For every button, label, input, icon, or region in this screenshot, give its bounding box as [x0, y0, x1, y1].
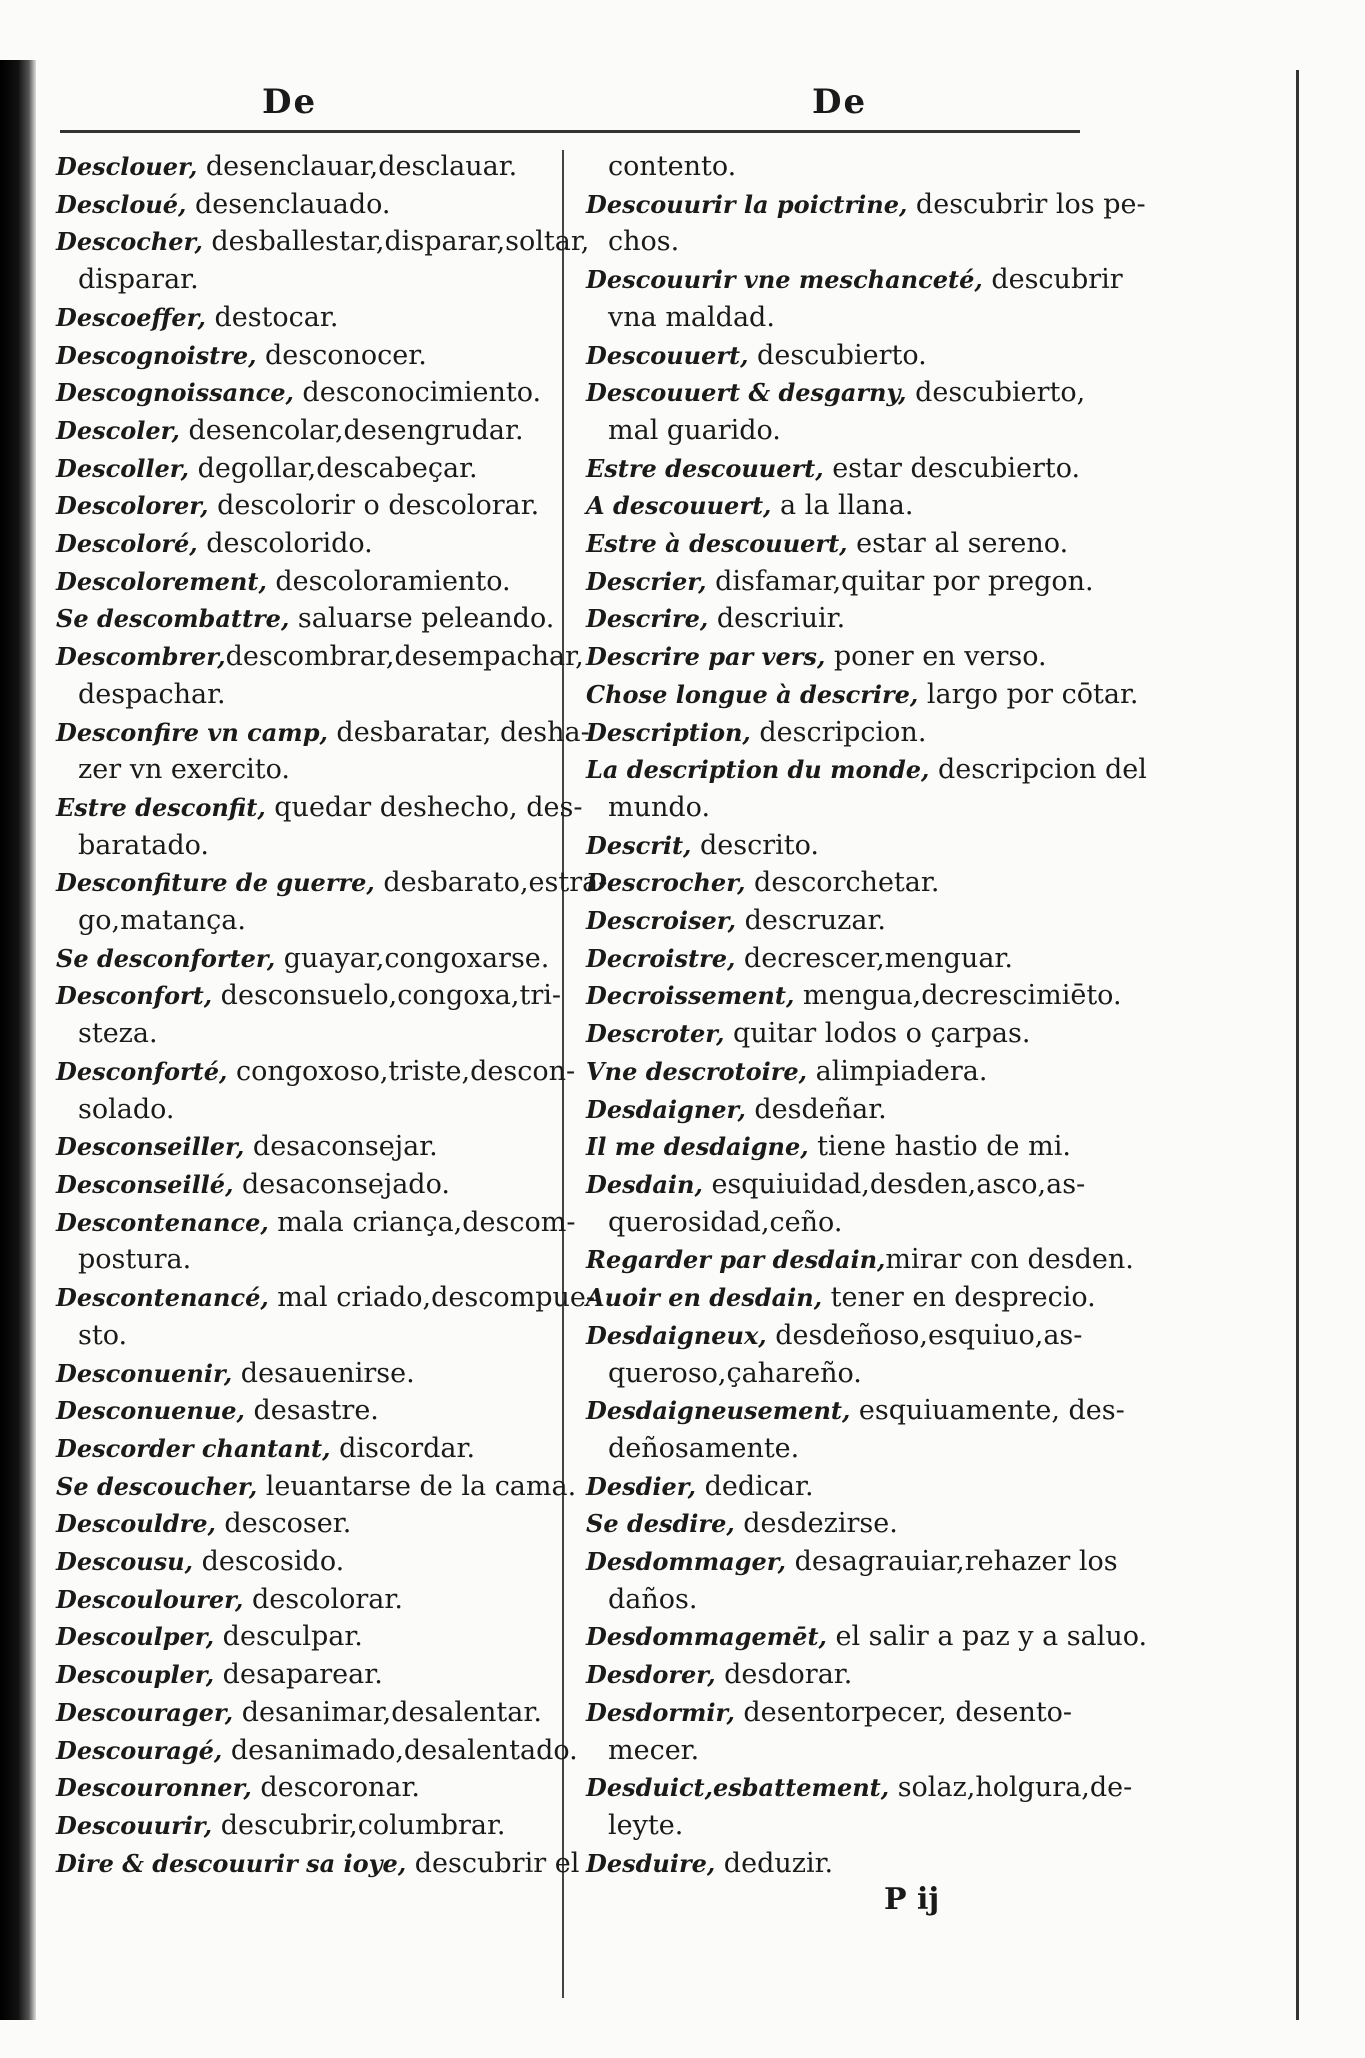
spanish-definition: desenclauar,desclauar.: [197, 151, 518, 182]
french-headword: Desconforté,: [56, 1056, 228, 1086]
spanish-definition: desastre.: [244, 1395, 379, 1427]
spanish-definition: descoloramiento.: [266, 565, 511, 597]
french-headword: Descontenance,: [56, 1207, 269, 1237]
dictionary-entry-line: [586, 1279, 1106, 1317]
spanish-definition: mirar con desden.: [885, 1244, 1134, 1276]
french-headword: Desconfort,: [56, 981, 213, 1011]
spanish-definition: descubierto.: [748, 339, 927, 371]
spanish-definition: descoronar.: [251, 1772, 420, 1804]
spanish-definition: deñosamente.: [608, 1432, 800, 1464]
french-headword: La description du monde,: [586, 755, 930, 785]
dictionary-entry-line: [586, 1355, 1106, 1393]
french-headword: Se desdire,: [586, 1509, 735, 1539]
french-headword: Descouurir,: [56, 1810, 213, 1840]
dictionary-entry-line: [56, 223, 590, 261]
spanish-definition: mal guarido.: [608, 414, 781, 446]
french-headword: Descrocher,: [586, 868, 746, 898]
dictionary-entry-line: [586, 1618, 1148, 1656]
french-headword: Desduire,: [586, 1848, 716, 1878]
dictionary-entry-line: [56, 487, 546, 525]
french-headword: Descoloré,: [56, 529, 198, 559]
spanish-definition: queroso,çahareño.: [608, 1357, 862, 1389]
french-headword: Decroistre,: [586, 943, 736, 973]
french-headword: Descorder chantant,: [56, 1433, 331, 1463]
spanish-definition: desdorar.: [715, 1659, 853, 1691]
french-headword: Se descombattre,: [56, 604, 290, 634]
book-spine-shadow: [0, 60, 36, 2020]
spanish-definition: desaparear.: [214, 1659, 383, 1691]
french-headword: Descocher,: [56, 227, 203, 257]
french-headword: Descouurir vne meschanceté,: [586, 265, 983, 295]
spanish-definition: estar descubierto.: [823, 452, 1081, 484]
french-headword: Descrier,: [586, 566, 707, 596]
french-headword: Descognoistre,: [56, 340, 257, 370]
spanish-definition: estar al sereno.: [847, 528, 1069, 560]
spanish-definition: quitar lodos o çarpas.: [724, 1018, 1031, 1050]
spanish-definition: descolorar.: [243, 1583, 403, 1615]
french-headword: Decroissement,: [586, 981, 795, 1011]
french-headword: Regarder par desdain,: [586, 1245, 886, 1275]
spanish-definition: deduzir.: [715, 1847, 834, 1879]
french-headword: Se desconforter,: [56, 943, 276, 973]
french-headword: Description,: [586, 717, 751, 747]
french-headword: Estre desconfit,: [56, 792, 266, 822]
spanish-definition: chos.: [608, 226, 680, 258]
dictionary-entry-line: [586, 1392, 1125, 1430]
left-column: [56, 148, 608, 1882]
dictionary-entry-line: [586, 412, 1106, 450]
dictionary-entry-line: [56, 412, 546, 450]
dictionary-entry-line: [56, 374, 546, 412]
spanish-definition: desbarato,estra-: [374, 867, 608, 899]
spanish-definition: go,matança.: [78, 905, 246, 937]
dictionary-entry-line: [56, 1543, 546, 1581]
french-headword: Desconfiture de guerre,: [56, 868, 375, 898]
dictionary-entry-line: [56, 1166, 546, 1204]
spanish-definition: zer vn exercito.: [78, 754, 290, 786]
spanish-definition: descubrir los pe-: [907, 188, 1146, 220]
spanish-definition: descubrir: [982, 264, 1123, 296]
french-headword: Desconuenue,: [56, 1396, 245, 1426]
dictionary-entry-line: [56, 1807, 546, 1845]
spanish-definition: esquiuamente, des-: [850, 1395, 1125, 1427]
spanish-definition: descruzar.: [736, 905, 886, 937]
french-headword: Descontenancé,: [56, 1283, 269, 1313]
spanish-definition: tener en desprecio.: [822, 1282, 1096, 1314]
dictionary-entry-line: [586, 1769, 1133, 1807]
dictionary-entry-line: [586, 223, 1106, 261]
french-headword: Desdormir,: [586, 1697, 735, 1727]
dictionary-entry-line: [56, 1053, 576, 1091]
dictionary-entry-line: [586, 864, 1106, 902]
spanish-definition: mala criança,descom-: [268, 1206, 576, 1238]
french-headword: Descouurir la poictrine,: [586, 189, 908, 219]
french-headword: Descrire,: [586, 604, 709, 634]
dictionary-entry-line: [56, 1241, 546, 1279]
dictionary-entry-line: [56, 977, 561, 1015]
french-headword: Desdier,: [586, 1471, 697, 1501]
spanish-definition: disfamar,quitar por pregon.: [706, 565, 1094, 597]
french-headword: Descouldre,: [56, 1509, 216, 1539]
french-headword: Se descoucher,: [56, 1471, 258, 1501]
dictionary-entry-line: [56, 864, 608, 902]
spanish-definition: desconsuelo,congoxa,tri-: [212, 980, 561, 1012]
dictionary-entry-line: [586, 902, 1106, 940]
dictionary-entry-line: [56, 1317, 546, 1355]
dictionary-entry-line: [586, 1694, 1106, 1732]
french-headword: Chose longue à descrire,: [586, 679, 919, 709]
dictionary-entry-line: [586, 1317, 1106, 1355]
dictionary-entry-line: [586, 186, 1146, 224]
dictionary-entry-line: [586, 261, 1123, 299]
spanish-definition: descolorir o descolorar.: [208, 490, 540, 522]
spanish-definition: sto.: [78, 1319, 128, 1351]
dictionary-entry-line: [586, 337, 1106, 375]
french-headword: Descourager,: [56, 1697, 234, 1727]
french-headword: Desconfire vn camp,: [56, 717, 328, 747]
spanish-definition: solaz,holgura,de-: [889, 1772, 1133, 1804]
dictionary-entry-line: [586, 148, 1106, 186]
dictionary-entry-line: [56, 299, 546, 337]
spanish-definition: leyte.: [608, 1809, 684, 1841]
spanish-definition: quedar deshecho, des-: [265, 791, 583, 823]
dictionary-entry-line: [56, 1505, 546, 1543]
spanish-definition: a la llana.: [771, 490, 914, 522]
spanish-definition: desenclauado.: [186, 188, 391, 220]
dictionary-entry-line: [56, 337, 546, 375]
french-headword: Desduict,esbattement,: [586, 1773, 890, 1803]
spanish-definition: descubrir,columbrar.: [212, 1809, 506, 1841]
spanish-definition: desdeñoso,esquiuo,as-: [766, 1319, 1083, 1351]
spanish-definition: vna maldad.: [608, 301, 775, 333]
dictionary-entry-line: [56, 1468, 577, 1506]
french-headword: Auoir en desdain,: [586, 1283, 823, 1313]
dictionary-entry-line: [586, 487, 1106, 525]
dictionary-entry-line: [586, 1204, 1106, 1242]
french-headword: Descroter,: [586, 1019, 725, 1049]
french-headword: Estre descouuert,: [586, 453, 824, 483]
spanish-definition: tiene hastio de mi.: [808, 1131, 1071, 1163]
spanish-definition: descosido.: [192, 1546, 345, 1578]
french-headword: Descroiser,: [586, 906, 737, 936]
french-headword: Desdorer,: [586, 1660, 716, 1690]
spanish-definition: desbaratar, desha-: [327, 716, 590, 748]
spanish-definition: alimpiadera.: [807, 1055, 988, 1087]
french-headword: Descognoissance,: [56, 378, 294, 408]
french-headword: Estre à descouuert,: [586, 529, 848, 559]
french-headword: Descoupler,: [56, 1660, 215, 1690]
dictionary-entry-line: [586, 1656, 1106, 1694]
spanish-definition: esquiuidad,desden,asco,as-: [702, 1168, 1086, 1200]
french-headword: Desconuenir,: [56, 1358, 233, 1388]
dictionary-entry-line: [56, 1656, 546, 1694]
dictionary-entry-line: [586, 1166, 1106, 1204]
spanish-definition: contento.: [608, 151, 737, 182]
french-headword: Dire & descouurir sa ioye,: [56, 1848, 407, 1878]
french-headword: Descolorement,: [56, 566, 267, 596]
spanish-definition: guayar,congoxarse.: [275, 942, 550, 974]
french-headword: Descouuert,: [586, 340, 749, 370]
spanish-definition: desculpar.: [214, 1621, 363, 1653]
dictionary-entry-line: [56, 261, 546, 299]
dictionary-entry-line: [56, 789, 583, 827]
french-headword: Desdommagemēt,: [586, 1622, 827, 1652]
spanish-definition: saluarse peleando.: [289, 603, 555, 635]
spanish-definition: desaconsejado.: [233, 1168, 450, 1200]
french-headword: Descolorer,: [56, 491, 209, 521]
dictionary-entry-line: [56, 563, 546, 601]
dictionary-entry-line: [586, 1581, 1106, 1619]
spanish-definition: baratado.: [78, 829, 209, 861]
french-headword: Desclouer,: [56, 152, 198, 181]
dictionary-entry-line: [586, 638, 1106, 676]
dictionary-entry-line: [56, 940, 550, 978]
right-column: [586, 148, 1148, 1882]
spanish-definition: largo por cōtar.: [918, 678, 1139, 710]
running-head-right: De: [812, 82, 868, 122]
spanish-definition: descubierto,: [906, 377, 1086, 409]
dictionary-entry-line: [56, 1091, 546, 1129]
dictionary-entry-line: [586, 751, 1147, 789]
spanish-definition: congoxoso,triste,descon-: [227, 1055, 576, 1087]
signature-mark: P ij: [884, 1882, 940, 1917]
spanish-definition: leuantarse de la cama.: [257, 1470, 577, 1502]
dictionary-entry-line: [56, 638, 584, 676]
french-headword: Descouuert & desgarny,: [586, 378, 907, 408]
french-headword: Descloué,: [56, 189, 187, 219]
spanish-definition: descoser.: [215, 1508, 352, 1540]
dictionary-entry-line: [56, 1128, 546, 1166]
spanish-definition: querosidad,ceño.: [608, 1206, 843, 1238]
spanish-definition: desanimado,desalentado.: [222, 1734, 578, 1766]
spanish-definition: desconocer.: [256, 339, 427, 371]
spanish-definition: daños.: [608, 1583, 698, 1615]
spanish-definition: desdeñar.: [745, 1093, 887, 1125]
spanish-definition: disparar.: [78, 264, 199, 296]
spanish-definition: desballestar,disparar,soltar,: [202, 226, 590, 258]
dictionary-entry-line: [586, 1053, 1106, 1091]
french-headword: Desdaigneusement,: [586, 1396, 851, 1426]
dictionary-entry-line: [586, 525, 1106, 563]
dictionary-entry-line: [586, 1241, 1134, 1279]
french-headword: Descoller,: [56, 453, 189, 483]
french-headword: Desdaigneux,: [586, 1320, 767, 1350]
dictionary-entry-line: [56, 1845, 580, 1883]
dictionary-entry-line: [56, 186, 546, 224]
dictionary-entry-line: [586, 450, 1106, 488]
spanish-definition: desauenirse.: [232, 1357, 415, 1389]
spanish-definition: poner en verso.: [825, 641, 1047, 673]
spanish-definition: dedicar.: [696, 1470, 814, 1502]
spanish-definition: discordar.: [330, 1432, 476, 1464]
dictionary-entry-line: [56, 600, 555, 638]
dictionary-entry-line: [56, 751, 546, 789]
dictionary-entry-line: [56, 902, 546, 940]
running-head-left: De: [262, 82, 318, 122]
dictionary-entry-line: [586, 1430, 1106, 1468]
spanish-definition: decrescer,menguar.: [735, 942, 1013, 974]
dictionary-entry-line: [586, 1543, 1118, 1581]
dictionary-entry-line: [586, 563, 1106, 601]
french-headword: Descouragé,: [56, 1735, 223, 1765]
spanish-definition: desdezirse.: [734, 1508, 898, 1540]
dictionary-entry-line: [56, 1769, 546, 1807]
dictionary-entry-line: [586, 977, 1122, 1015]
dictionary-entry-line: [586, 1128, 1106, 1166]
dictionary-entry-line: [56, 1015, 546, 1053]
dictionary-entry-line: [56, 1581, 546, 1619]
spanish-definition: despachar.: [78, 678, 226, 710]
spanish-definition: desentorpecer, desento-: [734, 1696, 1073, 1728]
spanish-definition: solado.: [78, 1093, 175, 1125]
dictionary-entry-line: [586, 1015, 1106, 1053]
spanish-definition: postura.: [78, 1244, 192, 1276]
spanish-definition: descripcion del: [929, 754, 1147, 786]
spanish-definition: descolorido.: [197, 528, 373, 560]
dictionary-entry-line: [56, 1430, 546, 1468]
dictionary-entry-line: [586, 1468, 1106, 1506]
dictionary-entry-line: [586, 374, 1106, 412]
french-headword: Descrire par vers,: [586, 642, 826, 672]
spanish-definition: descombrar,desempachar,: [225, 641, 584, 673]
dictionary-entry-line: [586, 714, 1106, 752]
french-headword: Vne descrotoire,: [586, 1056, 808, 1086]
dictionary-entry-line: [586, 1091, 1106, 1129]
french-headword: Il me desdaigne,: [586, 1132, 809, 1162]
dictionary-entry-line: [56, 148, 546, 186]
french-headword: Descouronner,: [56, 1773, 252, 1803]
dictionary-entry-line: [586, 600, 1106, 638]
dictionary-entry-line: [56, 1279, 595, 1317]
dictionary-entry-line: [56, 714, 590, 752]
dictionary-entry-line: [56, 1392, 546, 1430]
dictionary-entry-line: [586, 1505, 1106, 1543]
french-headword: Descombrer,: [56, 642, 226, 672]
spanish-definition: mundo.: [608, 791, 711, 823]
dictionary-entry-line: [56, 525, 546, 563]
spanish-definition: descorchetar.: [745, 867, 940, 899]
dictionary-entry-line: [586, 789, 1106, 827]
spanish-definition: mengua,decrescimiēto.: [794, 980, 1122, 1012]
dictionary-entry-line: [586, 1845, 1106, 1883]
spanish-definition: el salir a paz y a saluo.: [826, 1621, 1148, 1653]
dictionary-entry-line: [56, 1355, 546, 1393]
spanish-definition: desanimar,desalentar.: [233, 1696, 542, 1728]
page-edge-line: [1296, 70, 1299, 2020]
dictionary-entry-line: [56, 1618, 546, 1656]
french-headword: Descoeffer,: [56, 302, 206, 332]
french-headword: A descouuert,: [586, 491, 772, 521]
dictionary-entry-line: [586, 676, 1139, 714]
spanish-definition: destocar.: [205, 301, 339, 333]
spanish-definition: desaconsejar.: [244, 1131, 438, 1163]
spanish-definition: mal criado,descompue-: [268, 1282, 595, 1314]
spanish-definition: desconocimiento.: [293, 377, 542, 409]
french-headword: Descrit,: [586, 830, 692, 860]
french-headword: Desconseillé,: [56, 1169, 234, 1199]
spanish-definition: descubrir el: [406, 1847, 580, 1879]
spanish-definition: descripcion.: [750, 716, 927, 748]
spanish-definition: degollar,descabeçar.: [188, 452, 478, 484]
french-headword: Descoulper,: [56, 1622, 215, 1652]
dictionary-entry-line: [56, 1204, 576, 1242]
french-headword: Desdaigner,: [586, 1094, 746, 1124]
french-headword: Desdommager,: [586, 1547, 787, 1577]
spanish-definition: descriuir.: [708, 603, 846, 635]
spanish-definition: desencolar,desengrudar.: [179, 414, 524, 446]
dictionary-entry-line: [56, 1732, 578, 1770]
french-headword: Desconseiller,: [56, 1132, 245, 1162]
spanish-definition: descrito.: [691, 829, 819, 861]
french-headword: Desdain,: [586, 1169, 703, 1199]
french-headword: Descoler,: [56, 415, 180, 445]
french-headword: Descousu,: [56, 1547, 193, 1577]
dictionary-entry-line: [56, 827, 546, 865]
spanish-definition: desagrauiar,rehazer los: [786, 1546, 1118, 1578]
dictionary-entry-line: [586, 940, 1106, 978]
dictionary-entry-line: [586, 1807, 1106, 1845]
dictionary-entry-line: [56, 676, 546, 714]
dictionary-entry-line: [56, 450, 546, 488]
dictionary-entry-line: [586, 1732, 1106, 1770]
header-rule: [60, 130, 1080, 133]
spanish-definition: steza.: [78, 1018, 158, 1050]
dictionary-entry-line: [586, 827, 1106, 865]
spanish-definition: mecer.: [608, 1734, 700, 1766]
dictionary-entry-line: [56, 1694, 546, 1732]
dictionary-entry-line: [586, 299, 1106, 337]
french-headword: Descoulourer,: [56, 1584, 244, 1614]
